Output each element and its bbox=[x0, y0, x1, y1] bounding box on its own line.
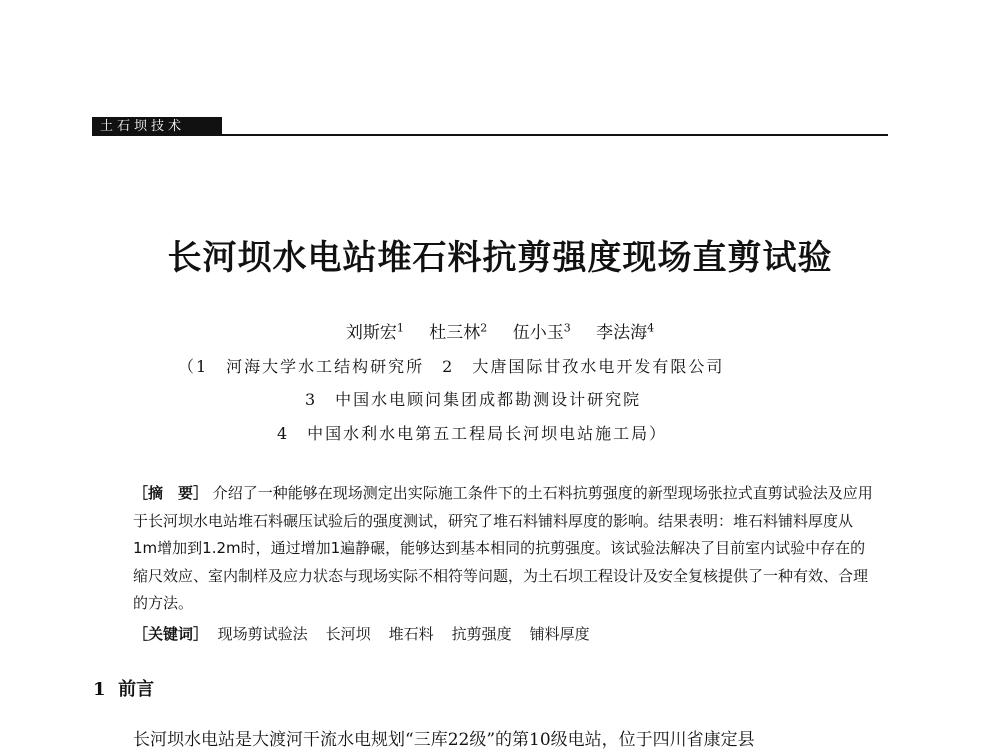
keyword: 抗剪强度 bbox=[451, 624, 512, 643]
author: 刘斯宏$^1$ bbox=[345, 321, 404, 343]
keyword: 长河坝 bbox=[325, 624, 371, 643]
keywords bbox=[133, 621, 873, 649]
affiliation: 4 中国水利水电第五工程局长河坝电站施工局） bbox=[277, 424, 668, 443]
keyword: 铺料厚度 bbox=[529, 624, 590, 643]
keyword: 堆石料 bbox=[388, 624, 434, 643]
column-tag: 土石坝技术 bbox=[92, 117, 222, 136]
abstract-label: ［摘 要］ bbox=[133, 484, 209, 502]
author: 伍小玉$^3$ bbox=[512, 321, 571, 343]
author: 李法海$^4$ bbox=[596, 321, 655, 343]
abstract bbox=[133, 480, 873, 648]
body-paragraph: 长河坝水电站是大渡河干流水电规划“三库22级”的第10级电站，位于四川省康定县 bbox=[133, 730, 755, 750]
affiliation: 3 中国水电顾问集团成都勘测设计研究院 bbox=[305, 390, 642, 409]
paper-title: 长河坝水电站堆石料抗剪强度现场直剪试验 bbox=[167, 238, 833, 278]
author: 杜三林$^2$ bbox=[429, 321, 488, 343]
keyword: 现场剪试验法 bbox=[217, 624, 308, 643]
abstract-text: 介绍了一种能够在现场测定出实际施工条件下的土石料抗剪强度的新型现场张拉式直剪试验法及应用于长河坝水电站堆石料碾压试验后的强度测试，研究了堆石料铺料厚度的影响。结果表明：堆石料铺料厚度从1m增加到1.2m时，通过增加1遍静碾，能够达到基本相同的抗剪强度。该试验法解决了目前室内试验中存在的缩尺效应、室内制样及应力状态与现场实际不相符等问题，为土石坝工程设计及安全复核提供了一种有效、合理的方法。 bbox=[133, 484, 873, 612]
section-heading: 1 前言 bbox=[93, 679, 155, 700]
author-list bbox=[0, 318, 1000, 343]
header-rule bbox=[222, 134, 888, 136]
keywords-label: ［关键词］ bbox=[133, 624, 209, 643]
affiliation: （1 河海大学水工结构研究所 2 大唐国际甘孜水电开发有限公司 bbox=[178, 357, 725, 376]
